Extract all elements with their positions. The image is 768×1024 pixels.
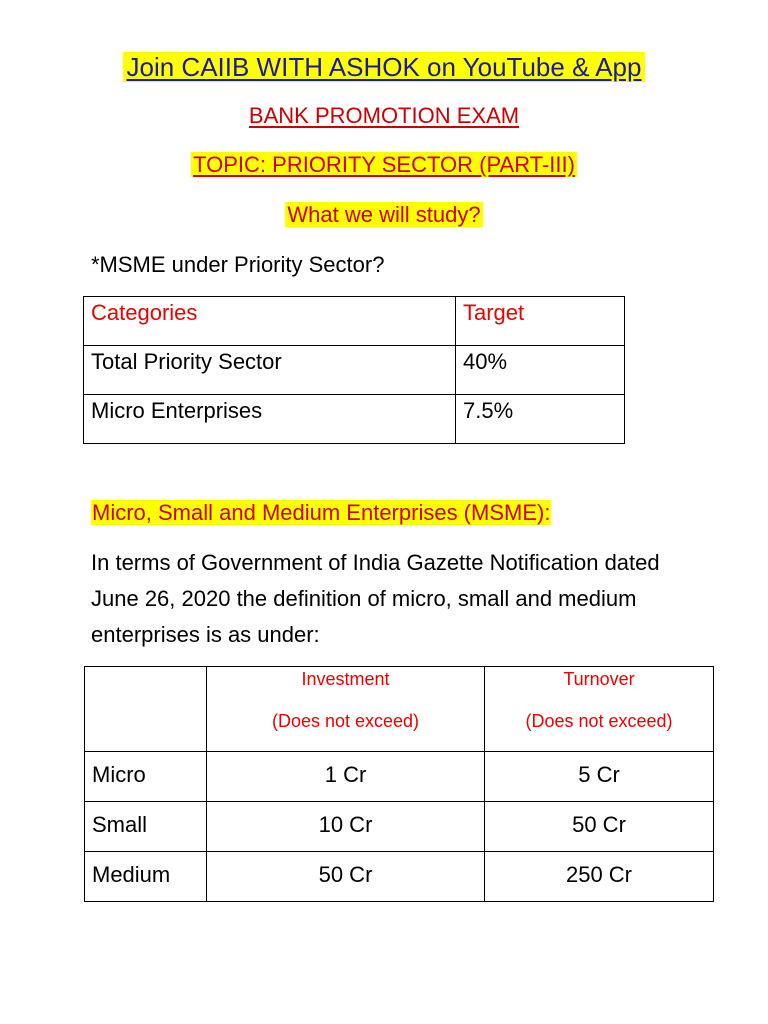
table-header-row: [85, 667, 714, 752]
exam-subtitle: BANK PROMOTION EXAM: [248, 103, 520, 128]
table-row: [85, 802, 714, 852]
page-title-text: Join CAIIB WITH ASHOK on YouTube & App: [126, 52, 642, 82]
table-cell: 250 Cr: [485, 852, 714, 902]
table-row: [85, 852, 714, 902]
topic-heading: [0, 150, 768, 180]
header-empty-cell: [85, 667, 207, 752]
table-cell: 40%: [456, 346, 625, 395]
table-row: [85, 752, 714, 802]
header-turnover: [485, 667, 714, 752]
table-cell: Micro: [85, 752, 207, 802]
study-question: [0, 200, 768, 230]
table-cell: Micro Enterprises: [84, 395, 456, 444]
msme-definition-heading: [91, 498, 551, 528]
priority-target-table: [83, 296, 625, 444]
msme-definition-heading-text: Micro, Small and Medium Enterprises (MSME):: [92, 500, 551, 525]
table-cell: 50 Cr: [485, 802, 714, 852]
header-investment-note: (Does not exceed): [271, 711, 420, 731]
table-row: [84, 346, 625, 395]
header-turnover-label: Turnover: [563, 669, 635, 689]
table-cell: 7.5%: [456, 395, 625, 444]
study-question-text: What we will study?: [287, 202, 481, 227]
table-header-row: [84, 297, 625, 346]
header-investment: [207, 667, 485, 752]
table-cell: 50 Cr: [207, 852, 485, 902]
header-turnover-note: (Does not exceed): [525, 711, 673, 731]
topic-heading-text: TOPIC: PRIORITY SECTOR (PART-III): [193, 152, 575, 177]
table-cell: 1 Cr: [207, 752, 485, 802]
table-cell: Small: [85, 802, 207, 852]
table-cell: 5 Cr: [485, 752, 714, 802]
header-categories: Categories: [84, 297, 456, 346]
table-row: [84, 395, 625, 444]
table-cell: Medium: [85, 852, 207, 902]
gazette-paragraph: In terms of Government of India Gazette Notification dated June 26, 2020 the definition of micro, small and medium enterprises is as under:: [91, 550, 660, 647]
table-cell: 10 Cr: [207, 802, 485, 852]
table-cell: Total Priority Sector: [84, 346, 456, 395]
msme-definition-table: [84, 666, 714, 902]
msme-priority-heading: *MSME under Priority Sector?: [91, 252, 385, 277]
header-investment-label: Investment: [301, 669, 390, 689]
page-title: [0, 50, 768, 84]
header-target: Target: [456, 297, 625, 346]
